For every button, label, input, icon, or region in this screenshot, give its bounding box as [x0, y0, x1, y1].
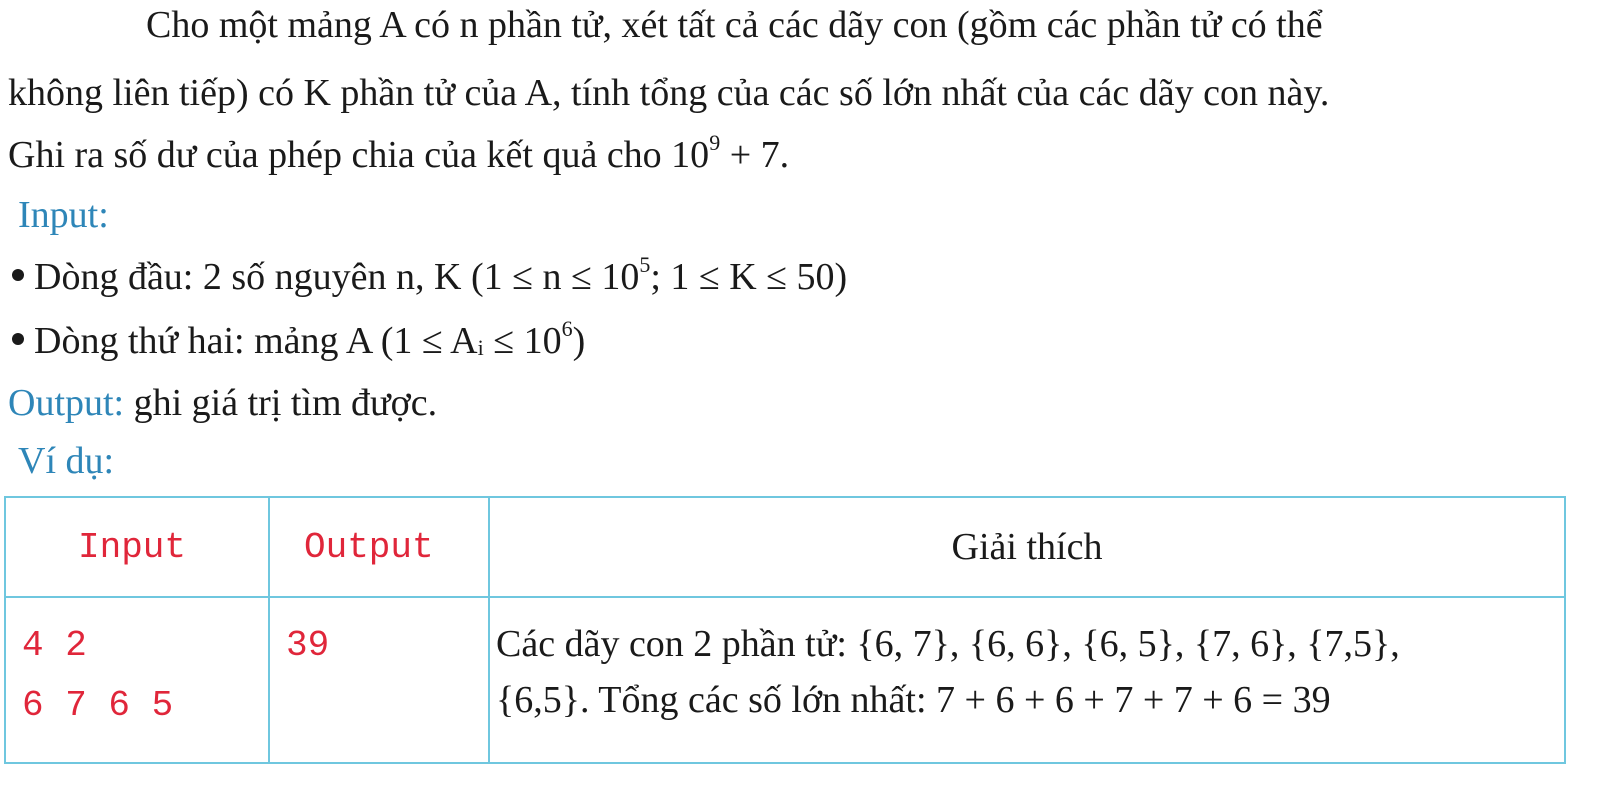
bullet-1-suffix: ; 1 ≤ K ≤ 50) — [650, 256, 848, 298]
output-line — [8, 380, 437, 426]
bullet-2-subscript: i — [477, 335, 484, 360]
input-heading: Input: — [18, 194, 109, 236]
modulus-exponent: 9 — [709, 130, 721, 155]
bullet-icon — [12, 333, 24, 345]
example-heading: Ví dụ: — [18, 440, 115, 482]
example-table — [4, 496, 1566, 764]
output-cell — [269, 597, 489, 763]
header-input: Input — [78, 526, 187, 568]
header-output: Output — [304, 526, 434, 568]
paragraph-line-2: không liên tiếp) có K phần tử của A, tính tổng của các số lớn nhất của các dãy con này. — [8, 72, 1330, 114]
input-line-1: 4 2 — [22, 625, 87, 666]
explanation-line-2: {6,5}. Tổng các số lớn nhất: 7 + 6 + 6 + 7 + 7 + 6 = 39 — [496, 679, 1331, 721]
bullet-2-exponent: 6 — [561, 316, 573, 341]
input-cell — [5, 597, 269, 763]
output-value: 39 — [286, 625, 330, 666]
paragraph-line-1: Cho một mảng A có n phần tử, xét tất cả các dãy con (gồm các phần tử có thể — [146, 4, 1323, 46]
bullet-2-mid: ≤ 10 — [483, 320, 562, 362]
header-input-cell — [5, 497, 269, 597]
bullet-2-suffix: ) — [572, 320, 586, 362]
output-heading: Output: — [8, 382, 125, 424]
bullet-2-prefix: Dòng thứ hai: mảng A (1 ≤ A — [34, 320, 478, 362]
bullet-icon — [12, 269, 24, 281]
header-explanation: Giải thích — [489, 497, 1565, 597]
table-row — [5, 597, 1565, 763]
table-header-row — [5, 497, 1565, 597]
explanation-cell — [489, 597, 1565, 763]
input-bullet-1 — [8, 254, 847, 300]
paragraph-line-3 — [8, 132, 789, 178]
bullet-1-prefix: Dòng đầu: 2 số nguyên n, K (1 ≤ n ≤ 10 — [34, 256, 640, 298]
paragraph-line-3-tail: + 7. — [720, 134, 790, 176]
input-bullet-2 — [8, 318, 585, 364]
input-line-2: 6 7 6 5 — [22, 685, 174, 726]
explanation-line-1: Các dãy con 2 phần tử: {6, 7}, {6, 6}, {6, 5}, {7, 6}, {7,5}, — [496, 623, 1400, 665]
header-output-cell — [269, 497, 489, 597]
output-text: ghi giá trị tìm được. — [124, 382, 438, 424]
paragraph-line-3-text: Ghi ra số dư của phép chia của kết quả cho 10 — [8, 134, 710, 176]
bullet-1-exponent: 5 — [639, 252, 651, 277]
